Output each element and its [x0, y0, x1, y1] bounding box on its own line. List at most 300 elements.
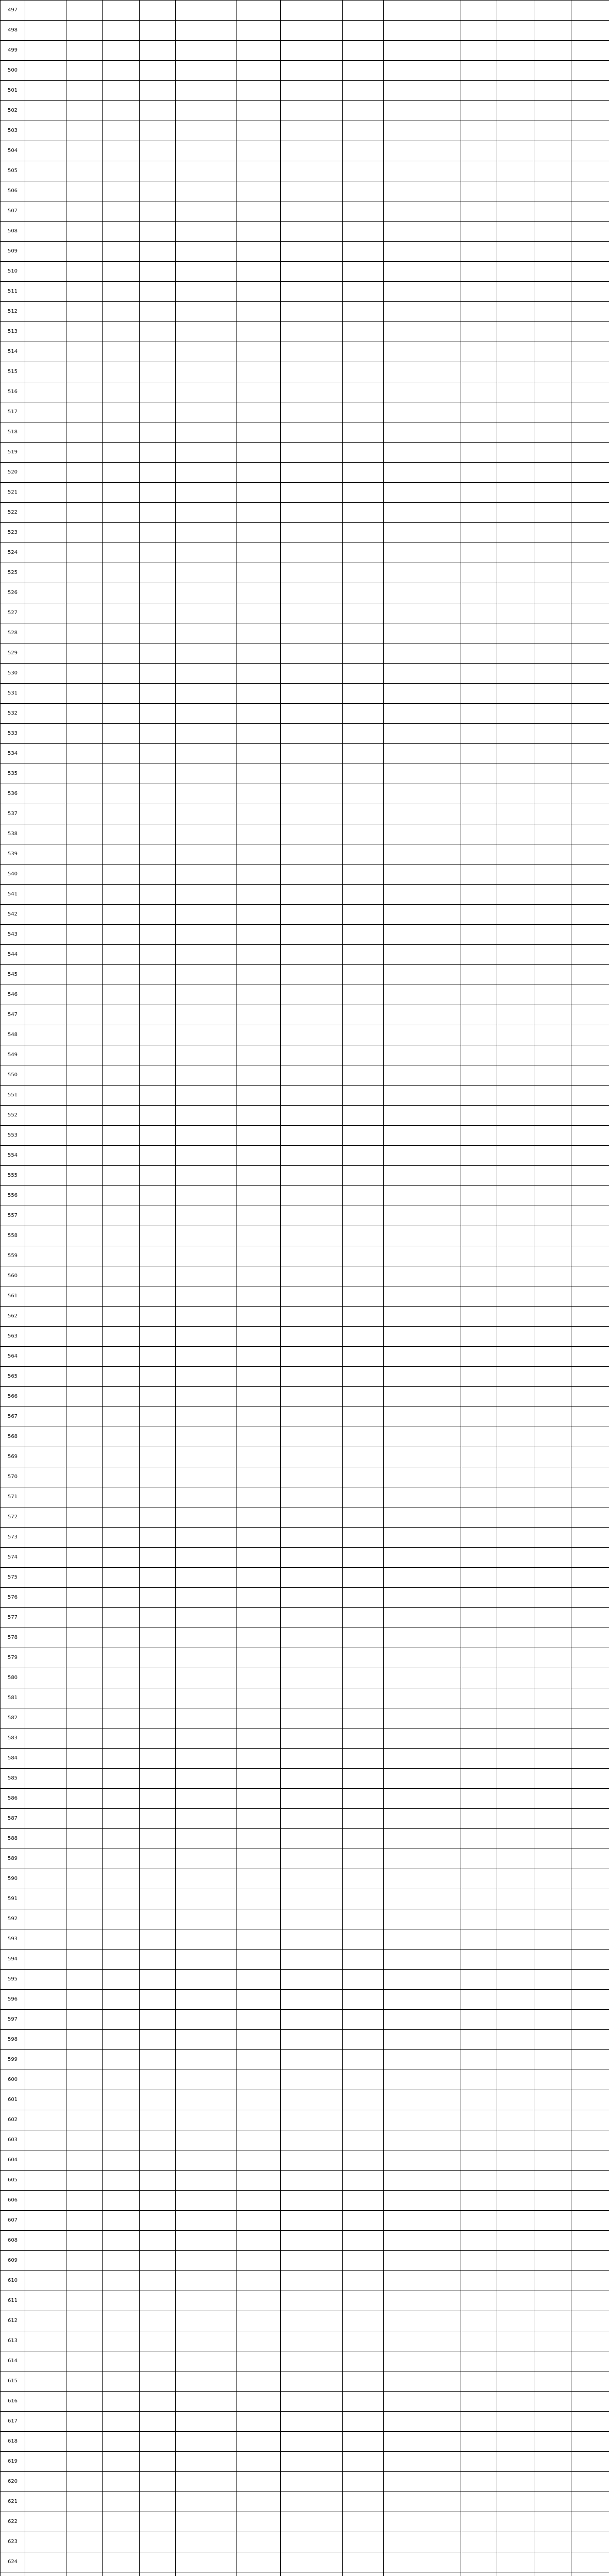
table-cell [176, 222, 236, 242]
table-cell [281, 2392, 343, 2412]
table-cell [534, 1829, 571, 1849]
table-cell [461, 965, 497, 985]
row-number-cell: 531 [1, 684, 25, 704]
row-number-cell: 527 [1, 603, 25, 623]
table-cell [140, 2150, 176, 2171]
table-cell [66, 2392, 103, 2412]
row-number-cell: 500 [1, 61, 25, 81]
table-cell [461, 1668, 497, 1688]
table-cell [384, 41, 461, 61]
table-cell [343, 1809, 384, 1829]
table-cell [343, 2472, 384, 2492]
table-cell [534, 1688, 571, 1708]
table-cell [236, 2110, 281, 2130]
table-cell [343, 2030, 384, 2050]
row-number-cell: 560 [1, 1266, 25, 1286]
table-cell [534, 222, 571, 242]
table-cell [176, 2291, 236, 2311]
table-cell [384, 422, 461, 443]
table-cell [384, 503, 461, 523]
table-cell [103, 1126, 140, 1146]
table-cell [281, 222, 343, 242]
table-cell [176, 1467, 236, 1487]
table-cell [281, 1005, 343, 1025]
table-cell [140, 1065, 176, 1086]
table-cell [343, 463, 384, 483]
table-cell [461, 282, 497, 302]
table-row [1, 41, 609, 61]
table-cell [571, 1327, 609, 1347]
row-number-cell: 533 [1, 724, 25, 744]
table-cell [140, 1950, 176, 1970]
table-cell [103, 664, 140, 684]
table-cell [384, 1950, 461, 1970]
table-cell [534, 1065, 571, 1086]
table-cell [140, 1367, 176, 1387]
table-cell [103, 643, 140, 664]
table-cell [281, 2030, 343, 2050]
table-cell [66, 844, 103, 865]
table-cell [176, 2110, 236, 2130]
table-cell [140, 2050, 176, 2070]
table-cell [534, 201, 571, 222]
table-cell [66, 1186, 103, 1206]
table-cell [497, 684, 534, 704]
table-cell [103, 623, 140, 643]
table-cell [461, 523, 497, 543]
table-cell [236, 1789, 281, 1809]
table-cell [25, 2432, 66, 2452]
table-cell [236, 503, 281, 523]
table-row [1, 1086, 609, 1106]
table-cell [25, 583, 66, 603]
table-cell [571, 1487, 609, 1507]
table-cell [343, 1307, 384, 1327]
table-cell [534, 242, 571, 262]
table-cell [103, 1447, 140, 1467]
table-cell [176, 1086, 236, 1106]
table-cell [176, 1528, 236, 1548]
table-cell [534, 1528, 571, 1548]
row-number-cell: 551 [1, 1086, 25, 1106]
table-cell [571, 1, 609, 21]
table-cell [103, 844, 140, 865]
table-cell [384, 1929, 461, 1950]
table-cell [25, 1407, 66, 1427]
table-cell [534, 2130, 571, 2150]
table-cell [497, 242, 534, 262]
table-cell [343, 905, 384, 925]
table-cell [66, 563, 103, 583]
table-cell [343, 543, 384, 563]
table-cell [103, 985, 140, 1005]
table-cell [25, 2030, 66, 2050]
table-cell [343, 322, 384, 342]
row-number-cell: 536 [1, 784, 25, 804]
table-cell [140, 1327, 176, 1347]
table-cell [140, 1347, 176, 1367]
table-cell [176, 382, 236, 402]
table-cell [497, 2492, 534, 2512]
table-cell [497, 1045, 534, 1065]
table-cell [534, 664, 571, 684]
table-cell [25, 2291, 66, 2311]
table-cell [461, 1206, 497, 1226]
table-cell [236, 61, 281, 81]
table-cell [343, 2251, 384, 2271]
table-row [1, 1507, 609, 1528]
table-cell [497, 1327, 534, 1347]
table-cell [236, 724, 281, 744]
table-row [1, 161, 609, 181]
table-cell [281, 965, 343, 985]
table-cell [236, 1387, 281, 1407]
table-cell [384, 1970, 461, 1990]
table-cell [176, 2452, 236, 2472]
table-cell [343, 181, 384, 201]
table-cell [103, 1186, 140, 1206]
table-cell [384, 121, 461, 141]
table-cell [140, 1528, 176, 1548]
table-cell [384, 583, 461, 603]
table-cell [140, 1970, 176, 1990]
table-cell [176, 463, 236, 483]
table-cell [534, 141, 571, 161]
table-cell [176, 1668, 236, 1688]
table-cell [571, 1307, 609, 1327]
table-row [1, 21, 609, 41]
table-cell [236, 2211, 281, 2231]
row-number-cell: 610 [1, 2271, 25, 2291]
table-cell [571, 1889, 609, 1909]
table-cell [25, 2331, 66, 2351]
table-cell [25, 664, 66, 684]
table-cell [384, 61, 461, 81]
table-cell [571, 1086, 609, 1106]
table-cell [281, 21, 343, 41]
row-number-cell: 553 [1, 1126, 25, 1146]
table-cell [176, 2492, 236, 2512]
table-cell [343, 1487, 384, 1507]
table-cell [103, 1005, 140, 1025]
table-cell [25, 101, 66, 121]
row-number-cell: 577 [1, 1608, 25, 1628]
table-cell [343, 583, 384, 603]
table-cell [140, 1447, 176, 1467]
table-cell [176, 1166, 236, 1186]
table-cell [461, 2291, 497, 2311]
table-cell [281, 784, 343, 804]
table-cell [236, 2130, 281, 2150]
table-cell [236, 2552, 281, 2572]
table-cell [534, 1186, 571, 1206]
table-cell [384, 1427, 461, 1447]
table-cell [140, 1286, 176, 1307]
table-cell [571, 2171, 609, 2191]
table-cell [497, 1869, 534, 1889]
table-cell [140, 1789, 176, 1809]
table-cell [497, 1065, 534, 1086]
row-number-cell: 511 [1, 282, 25, 302]
table-cell [140, 1206, 176, 1226]
table-cell [236, 382, 281, 402]
table-cell [384, 2191, 461, 2211]
table-cell [103, 2351, 140, 2371]
table-cell [140, 342, 176, 362]
table-cell [497, 2030, 534, 2050]
table-cell [140, 744, 176, 764]
table-cell [236, 302, 281, 322]
table-cell [497, 101, 534, 121]
row-number-cell: 589 [1, 1849, 25, 1869]
table-cell [236, 925, 281, 945]
table-cell [103, 603, 140, 623]
table-cell [571, 1728, 609, 1749]
table-cell [571, 724, 609, 744]
table-cell [534, 21, 571, 41]
table-cell [140, 1809, 176, 1829]
table-cell [103, 1688, 140, 1708]
table-cell [571, 1146, 609, 1166]
table-cell [176, 1447, 236, 1467]
table-cell [534, 483, 571, 503]
row-number-cell: 552 [1, 1106, 25, 1126]
table-cell [176, 2351, 236, 2371]
table-row [1, 885, 609, 905]
table-cell [384, 2070, 461, 2090]
table-cell [103, 1990, 140, 2010]
table-cell [281, 1688, 343, 1708]
table-cell [343, 61, 384, 81]
table-cell [25, 2572, 66, 2576]
table-cell [25, 2472, 66, 2492]
table-row [1, 503, 609, 523]
table-cell [571, 2150, 609, 2171]
table-cell [103, 1528, 140, 1548]
table-cell [343, 2492, 384, 2512]
table-cell [103, 523, 140, 543]
table-cell [66, 1970, 103, 1990]
table-cell [343, 1548, 384, 1568]
table-cell [66, 1628, 103, 1648]
table-cell [140, 463, 176, 483]
table-cell [281, 2211, 343, 2231]
table-row [1, 402, 609, 422]
table-cell [384, 2472, 461, 2492]
table-cell [343, 1829, 384, 1849]
table-cell [461, 1507, 497, 1528]
table-cell [103, 1588, 140, 1608]
table-cell [140, 1226, 176, 1246]
table-cell [103, 2532, 140, 2552]
table-cell [236, 1528, 281, 1548]
table-cell [343, 2271, 384, 2291]
table-cell [236, 2351, 281, 2371]
table-cell [236, 1307, 281, 1327]
table-row [1, 563, 609, 583]
table-cell [461, 463, 497, 483]
table-cell [384, 463, 461, 483]
table-cell [25, 1929, 66, 1950]
table-cell [571, 242, 609, 262]
table-cell [176, 1990, 236, 2010]
table-row [1, 2251, 609, 2271]
table-cell [384, 724, 461, 744]
table-cell [534, 1286, 571, 1307]
table-cell [66, 2472, 103, 2492]
table-cell [176, 101, 236, 121]
row-number-cell: 621 [1, 2492, 25, 2512]
table-cell [66, 1909, 103, 1929]
table-row [1, 1628, 609, 1648]
table-cell [534, 2331, 571, 2351]
table-cell [236, 1487, 281, 1507]
row-number-cell: 571 [1, 1487, 25, 1507]
table-row [1, 1548, 609, 1568]
table-row [1, 804, 609, 824]
table-cell [461, 483, 497, 503]
table-cell [140, 2010, 176, 2030]
table-cell [281, 282, 343, 302]
table-cell [343, 2090, 384, 2110]
table-cell [103, 2110, 140, 2130]
table-cell [384, 2512, 461, 2532]
table-cell [461, 2472, 497, 2492]
table-cell [281, 1367, 343, 1387]
table-cell [497, 1909, 534, 1929]
table-cell [461, 2090, 497, 2110]
table-cell [103, 2050, 140, 2070]
table-cell [497, 704, 534, 724]
table-row [1, 101, 609, 121]
table-cell [461, 2371, 497, 2392]
table-cell [25, 1327, 66, 1347]
table-cell [534, 1970, 571, 1990]
table-cell [140, 523, 176, 543]
table-cell [103, 2271, 140, 2291]
table-cell [236, 1327, 281, 1347]
table-cell [25, 302, 66, 322]
table-cell [25, 2231, 66, 2251]
table-cell [534, 925, 571, 945]
table-cell [66, 2432, 103, 2452]
table-cell [571, 664, 609, 684]
table-cell [103, 784, 140, 804]
table-row [1, 2331, 609, 2351]
table-row [1, 463, 609, 483]
table-cell [236, 322, 281, 342]
table-cell [25, 1266, 66, 1286]
table-cell [534, 1869, 571, 1889]
row-number-cell: 548 [1, 1025, 25, 1045]
table-cell [140, 2572, 176, 2576]
row-number-cell: 618 [1, 2432, 25, 2452]
row-number-cell: 567 [1, 1407, 25, 1427]
table-cell [236, 684, 281, 704]
table-cell [384, 1728, 461, 1749]
table-cell [281, 1507, 343, 1528]
table-cell [140, 242, 176, 262]
table-cell [384, 2291, 461, 2311]
table-cell [343, 2050, 384, 2070]
table-cell [497, 1407, 534, 1427]
table-cell [25, 1065, 66, 1086]
table-cell [236, 523, 281, 543]
table-cell [25, 2492, 66, 2512]
table-cell [343, 2110, 384, 2130]
table-cell [281, 643, 343, 664]
row-number-cell: 525 [1, 563, 25, 583]
table-cell [461, 1387, 497, 1407]
table-cell [343, 2572, 384, 2576]
table-cell [66, 242, 103, 262]
table-cell [497, 2251, 534, 2271]
table-cell [384, 2452, 461, 2472]
table-cell [461, 382, 497, 402]
table-cell [281, 1266, 343, 1286]
row-number-cell: 498 [1, 21, 25, 41]
table-cell [343, 1166, 384, 1186]
table-cell [534, 1146, 571, 1166]
table-cell [281, 1286, 343, 1307]
table-cell [461, 101, 497, 121]
table-cell [281, 2090, 343, 2110]
table-cell [497, 2432, 534, 2452]
table-cell [343, 21, 384, 41]
table-cell [66, 1849, 103, 1869]
table-cell [236, 603, 281, 623]
table-cell [236, 1728, 281, 1749]
table-cell [571, 422, 609, 443]
table-cell [343, 1327, 384, 1347]
table-cell [103, 2452, 140, 2472]
table-cell [497, 2231, 534, 2251]
table-cell [25, 121, 66, 141]
table-cell [384, 603, 461, 623]
table-cell [66, 945, 103, 965]
table-cell [571, 563, 609, 583]
table-row [1, 2090, 609, 2110]
table-cell [140, 1246, 176, 1266]
table-cell [343, 382, 384, 402]
table-cell [571, 1990, 609, 2010]
table-cell [461, 885, 497, 905]
row-number-cell: 563 [1, 1327, 25, 1347]
table-row [1, 282, 609, 302]
table-cell [281, 1166, 343, 1186]
table-cell [281, 141, 343, 161]
table-cell [534, 362, 571, 382]
table-cell [571, 2572, 609, 2576]
table-cell [66, 463, 103, 483]
table-row [1, 1427, 609, 1447]
table-cell [384, 744, 461, 764]
row-number-cell: 575 [1, 1568, 25, 1588]
table-cell [176, 2191, 236, 2211]
table-cell [534, 1728, 571, 1749]
table-cell [461, 1990, 497, 2010]
table-cell [25, 985, 66, 1005]
table-cell [461, 1045, 497, 1065]
table-cell [384, 945, 461, 965]
table-cell [461, 61, 497, 81]
table-cell [176, 1769, 236, 1789]
table-cell [176, 2512, 236, 2532]
table-cell [103, 2412, 140, 2432]
row-number-cell: 506 [1, 181, 25, 201]
table-cell [176, 2271, 236, 2291]
table-cell [103, 503, 140, 523]
